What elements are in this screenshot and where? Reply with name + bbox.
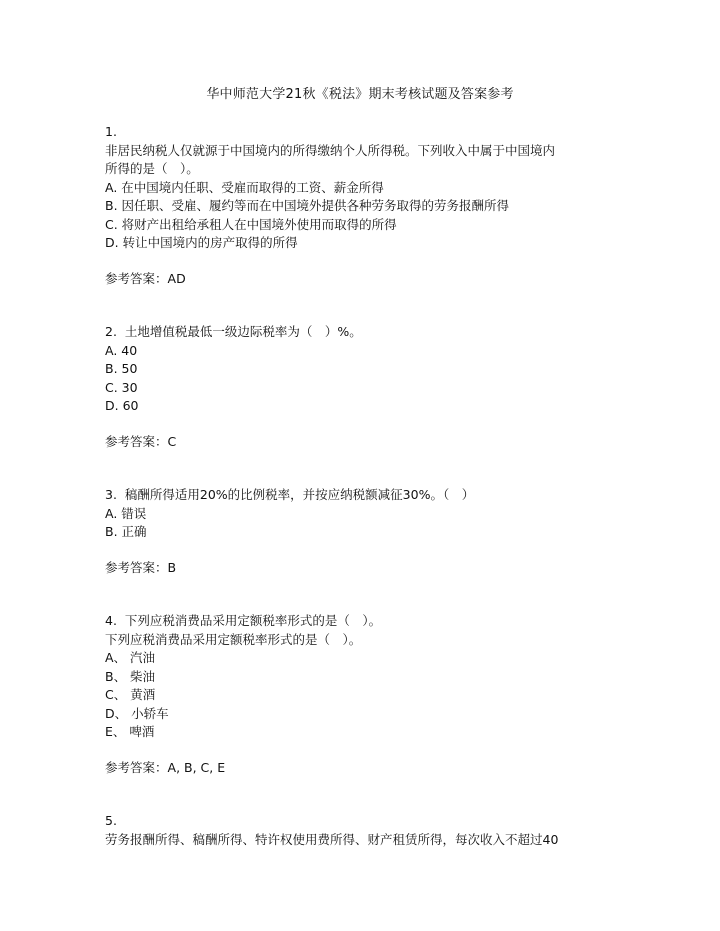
answer-value: A, B, C, E: [167, 759, 226, 775]
answer-label: 参考答案：: [105, 759, 168, 775]
option-a: A. 错误: [105, 505, 147, 521]
option-b: B. 50: [105, 361, 138, 376]
answer-line: [105, 433, 645, 452]
question-5: [105, 812, 645, 849]
question-stem-line: 劳务报酬所得、稿酬所得、特许权使用费所得、财产租赁所得，每次收入不超过40: [105, 831, 559, 847]
option-a: A. 40: [105, 342, 138, 358]
question-stem-line: [105, 612, 645, 631]
question-number: 5.: [105, 813, 117, 828]
answer-label: 参考答案：: [105, 433, 168, 449]
question-stem-line: 非居民纳税人仅就源于中国境内的所得缴纳个人所得税。下列收入中属于中国境内: [105, 142, 556, 158]
spacer: [105, 288, 645, 323]
option-c: C. 将财产出租给承租人在中国境外使用而取得的所得: [105, 216, 397, 232]
question-number: 2.: [105, 324, 117, 339]
answer-label: 参考答案：: [105, 559, 168, 575]
spacer: [105, 577, 645, 612]
answer-line: [105, 759, 645, 778]
option-d: D. 转让中国境内的房产取得的所得: [105, 235, 298, 250]
spacer: [105, 451, 645, 486]
question-number: 3.: [105, 487, 117, 502]
question-stem-text: 下列应税消费品采用定额税率形式的是（ ）。: [124, 613, 382, 628]
option-d: D. 60: [105, 398, 139, 413]
answer-value: C: [167, 433, 177, 449]
question-number: 1.: [105, 124, 117, 139]
question-stem-line: [105, 323, 645, 342]
question-2: [105, 323, 645, 451]
question-stem-line: 下列应税消费品采用定额税率形式的是（ ）。: [105, 631, 362, 647]
question-stem-text: 稿酬所得适用20%的比例税率，并按应纳税额减征30%。（ ）: [124, 487, 475, 502]
option-c: C. 30: [105, 379, 138, 395]
document-title: 华中师范大学21秋《税法》期末考核试题及答案参考: [206, 87, 514, 102]
question-4: [105, 612, 645, 777]
option-b: B. 正确: [105, 524, 147, 539]
option-b: B. 因任职、受雇、履约等而在中国境外提供各种劳务取得的劳务报酬所得: [105, 198, 510, 213]
option-a: A、 汽油: [105, 650, 156, 665]
answer-value: AD: [167, 270, 186, 286]
option-c: C、 黄酒: [105, 687, 156, 702]
option-e: E、 啤酒: [105, 724, 155, 739]
question-list: [105, 123, 645, 849]
question-stem-line: 所得的是（ ）。: [105, 161, 199, 176]
question-stem-line: [105, 486, 645, 505]
question-stem-text: 土地增值税最低一级边际税率为（ ）%。: [124, 324, 362, 339]
question-number: 4.: [105, 613, 117, 628]
question-3: [105, 486, 645, 577]
option-a: A. 在中国境内任职、受雇而取得的工资、薪金所得: [105, 179, 384, 195]
answer-line: [105, 270, 645, 289]
option-b: B、 柴油: [105, 668, 156, 684]
spacer: [105, 777, 645, 812]
option-d: D、 小轿车: [105, 705, 169, 721]
answer-line: [105, 559, 645, 578]
question-1: [105, 123, 645, 288]
answer-value: B: [167, 559, 177, 575]
answer-label: 参考答案：: [105, 270, 168, 286]
